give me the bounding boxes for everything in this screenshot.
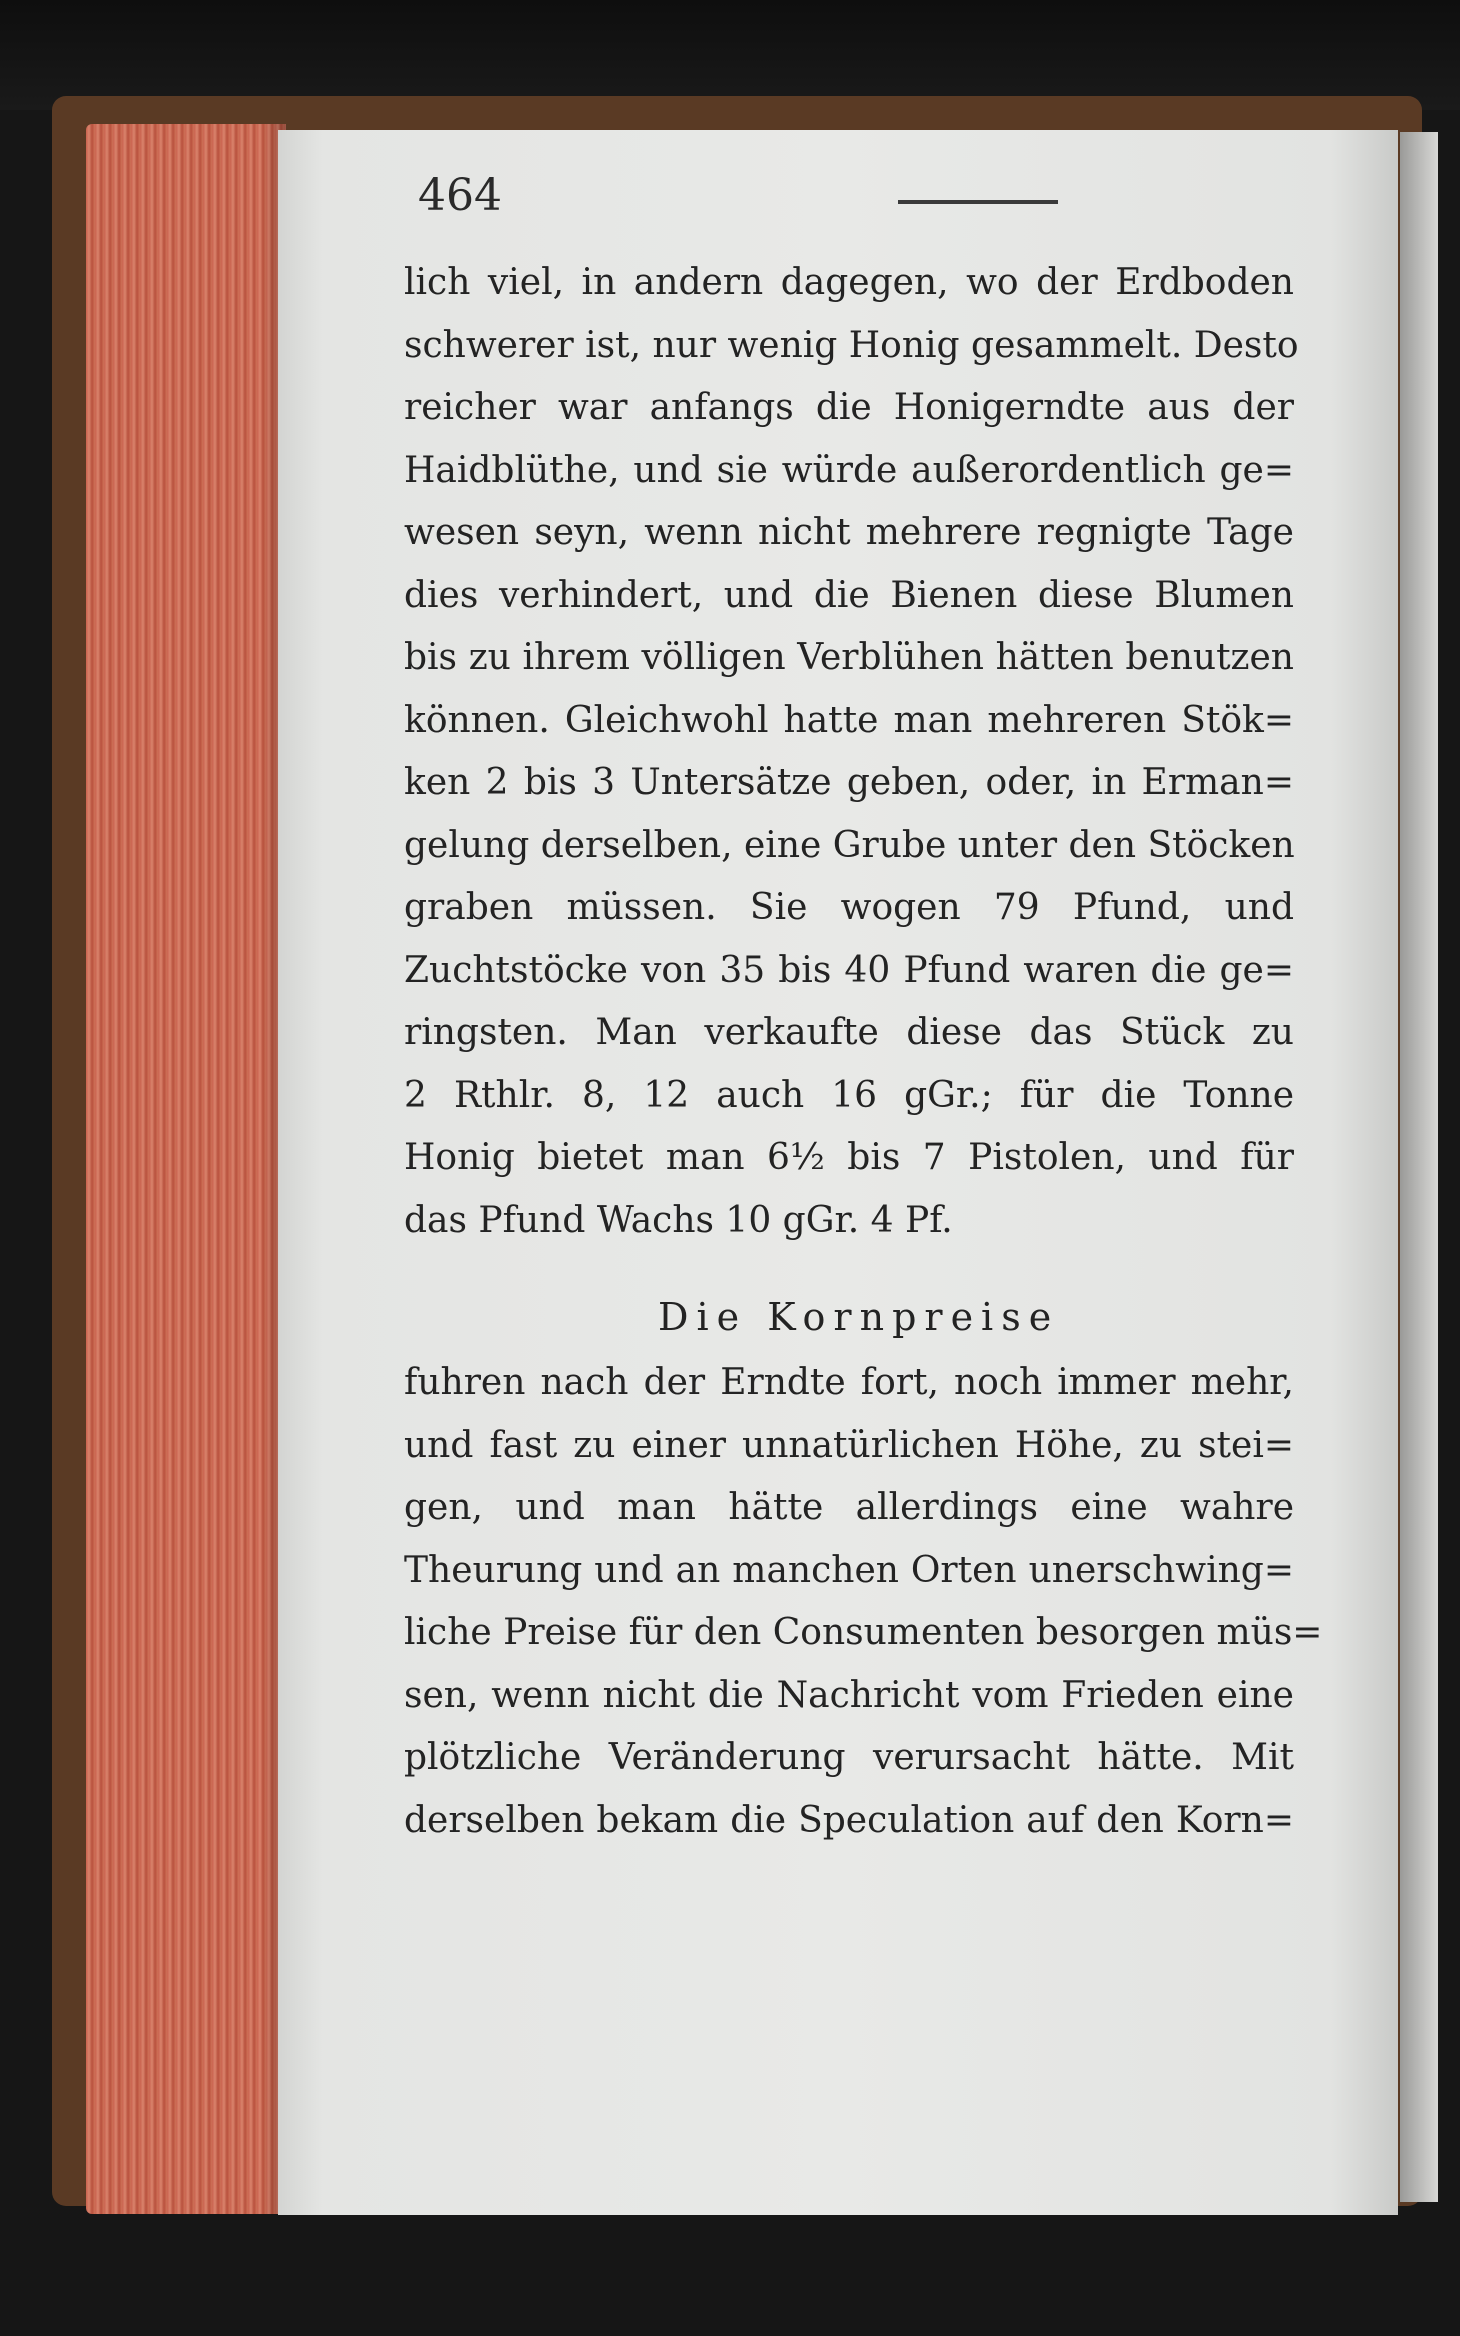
page-edges [86, 124, 286, 2214]
text-line: und fast zu einer unnatürlichen Höhe, zu stei= [404, 1424, 1294, 1466]
text-line: plötzliche Veränderung verursacht hätte. Mit [404, 1737, 1294, 1778]
text-line: können. Gleichwohl hatte man mehreren Stök= [404, 699, 1294, 741]
text-line: sen, wenn nicht die Nachricht vom Frieden eine [404, 1674, 1294, 1716]
text-line: wesen seyn, wenn nicht mehrere regnigte Tage [404, 512, 1294, 553]
next-page-edge [1400, 132, 1438, 2202]
text-line: dies verhindert, und die Bienen diese Blumen [404, 574, 1294, 616]
text-line: gelung derselben, eine Grube unter den Stöcken [404, 824, 1295, 866]
background-shadow [0, 0, 1460, 110]
section-gap [404, 1252, 1294, 1282]
text-line: gen, und man hätte allerdings eine wahre [404, 1487, 1294, 1528]
book-page [278, 130, 1398, 2215]
text-line: 2 Rthlr. 8, 12 auch 16 gGr.; für die Tonne [404, 1074, 1294, 1116]
paragraph-1 [404, 252, 1299, 1252]
text-line: graben müssen. Sie wogen 79 Pfund, und [404, 887, 1294, 928]
text-line: ringsten. Man verkaufte diese das Stück zu [404, 1012, 1294, 1053]
page-header [418, 170, 1298, 230]
page-text [404, 252, 1323, 1852]
header-rule [898, 200, 1058, 204]
text-line: bis zu ihrem völligen Verblühen hätten benutzen [404, 637, 1294, 678]
text-line: reicher war anfangs die Honigerndte aus der [404, 387, 1294, 428]
text-line: Haidblüthe, und sie würde außerordentlich ge= [404, 449, 1294, 491]
text-line: Theurung und an manchen Orten unerschwing= [404, 1549, 1294, 1591]
text-line: liche Preise für den Consumenten besorgen müs= [404, 1612, 1323, 1653]
page-number: 464 [418, 170, 502, 221]
text-line: das Pfund Wachs 10 gGr. 4 Pf. [404, 1199, 953, 1241]
text-line: lich viel, in andern dagegen, wo der Erdboden [404, 262, 1294, 303]
section-heading: Die Kornpreise [658, 1295, 1060, 1339]
text-line: derselben bekam die Speculation auf den Korn= [404, 1799, 1294, 1841]
text-line: schwerer ist, nur wenig Honig gesammelt. Desto [404, 324, 1299, 366]
paragraph-2 [404, 1352, 1323, 1852]
text-line: Zuchtstöcke von 35 bis 40 Pfund waren die ge= [404, 949, 1294, 991]
text-line: Honig bietet man 6½ bis 7 Pistolen, und für [404, 1137, 1294, 1178]
text-line: ken 2 bis 3 Untersätze geben, oder, in Erman= [404, 762, 1294, 803]
text-line: fuhren nach der Erndte fort, noch immer mehr, [404, 1362, 1294, 1403]
